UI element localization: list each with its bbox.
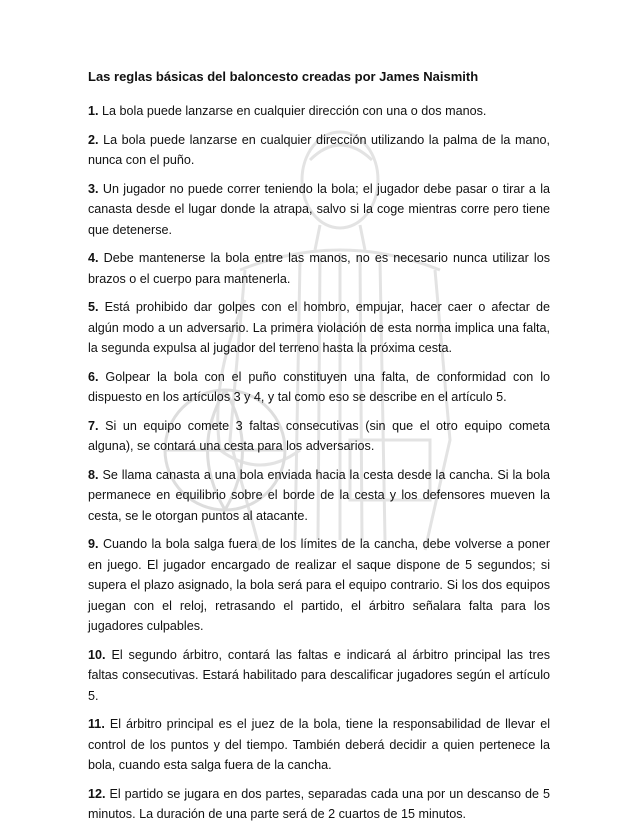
rule-number: 8.: [88, 467, 99, 482]
rule-number: 3.: [88, 181, 99, 196]
rule-number: 9.: [88, 537, 99, 551]
rule-text: Golpear la bola con el puño constituyen una falta, de conformidad con lo dispuesto en los artículos 3 y 4, y tal como eso se describe en el artículo 5.: [88, 369, 551, 404]
rule-paragraph: [88, 714, 550, 776]
rule-text: El segundo árbitro, contará las faltas e indicará al árbitro principal las tres faltas consecutivas. Estará habilitado para descalificar jugadores según el artículo 5.: [88, 647, 550, 703]
rule-number: 10.: [88, 647, 106, 662]
rule-text: El árbitro principal es el juez de la bola, tiene la responsabilidad de llevar el control de los puntos y del tiempo. También deberá decidir a quien pertenece la bola, cuando esta salga fuera de la cancha.: [88, 717, 551, 772]
rule-paragraph: [88, 645, 550, 707]
rule-text: Si un equipo comete 3 faltas consecutivas (sin que el otro equipo cometa alguna), se contará una cesta para los adversarios.: [88, 418, 550, 453]
rule-text: Debe mantenerse la bola entre las manos, no es necesario nunca utilizar los brazos o el cuerpo para mantenerla.: [88, 251, 550, 286]
rule-paragraph: [88, 101, 550, 122]
rule-number: 6.: [88, 369, 99, 384]
rule-number: 5.: [88, 300, 99, 314]
rule-text: Está prohibido dar golpes con el hombro, empujar, hacer caer o afectar de algún modo a un adversario. La primera violación de esta norma implica una falta, la segunda expulsa al jugador del terreno hasta la próxima cesta.: [88, 300, 551, 355]
rule-paragraph: [88, 416, 550, 457]
rule-text: El partido se jugara en dos partes, separadas cada una por un descanso de 5 minutos. La duración de una parte será de 2 cuartos de 15 minutos.: [88, 786, 550, 821]
rule-paragraph: [88, 465, 550, 527]
rule-paragraph: [88, 248, 550, 289]
rule-number: 2.: [88, 132, 99, 147]
rule-number: 1.: [88, 104, 99, 118]
rule-text: Cuando la bola salga fuera de los límites de la cancha, debe volverse a poner en juego. El jugador encargado de realizar el saque dispone de 5 segundos; si supera el plazo asignado, la bola será para el equipo contrario. Si los dos equipos juegan con el reloj, retrasando el partido, el árbitro señalara falta para los jugadores culpables.: [88, 537, 551, 633]
rule-number: 12.: [88, 786, 106, 801]
rule-paragraph: [88, 130, 550, 171]
rules-list: [88, 101, 550, 825]
rule-text: Un jugador no puede correr teniendo la bola; el jugador debe pasar o tirar a la canasta desde el lugar donde la atrapa, salvo si la coge mientras corre pero tiene que detenerse.: [88, 181, 550, 237]
rule-paragraph: [88, 297, 550, 359]
rule-number: 11.: [88, 717, 105, 731]
rule-paragraph: [88, 534, 550, 637]
rule-text: La bola puede lanzarse en cualquier dirección utilizando la palma de la mano, nunca con el puño.: [88, 132, 550, 167]
rule-text: Se llama canasta a una bola enviada hacia la cesta desde la cancha. Si la bola permanece en equilibrio sobre el borde de la cesta y los defensores mueven la cesta, se le otorgan puntos al atacante.: [88, 467, 551, 523]
document-page: [88, 68, 550, 833]
rule-text: La bola puede lanzarse en cualquier dirección con una o dos manos.: [102, 104, 487, 118]
document-title: Las reglas básicas del baloncesto creadas por James Naismith: [88, 69, 479, 84]
rule-paragraph: [88, 367, 550, 408]
rule-paragraph: [88, 784, 550, 825]
rule-paragraph: [88, 179, 550, 241]
rule-number: 4.: [88, 251, 99, 265]
rule-number: 7.: [88, 418, 99, 433]
